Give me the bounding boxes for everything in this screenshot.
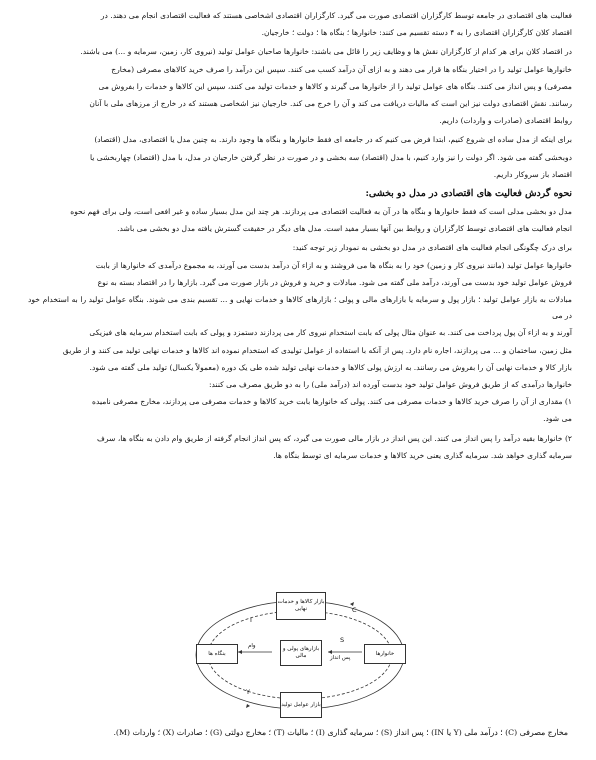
factor-market-box: بازار عوامل تولید [280,692,322,718]
paragraph: فعالیت های اقتصادی در جامعه توسط کارگزاران اقتصادی صورت می گیرد. کارگزاران اقتصادی اشخاصی هستند که فعالیت اقتصادی انجام می دهند. در [100,11,572,20]
arrowhead-icon [238,650,242,654]
paragraph: مبادلات به بازار عوامل تولید ؛ بازار پول و سرمایه یا بازارهای مالی و پولی ؛ بازارهای کالاها و خدمات نهایی و ... تقسیم بندی می شوند. بنگاه عوامل تولید را به استخدام خود در می [28,295,572,321]
paragraph: انجام فعالیت های اقتصادی توسط کارگزاران و روابط بین آنها بسیار مفید است. مدل های دیگر در حقیقت گسترش یافته مدل دو بخشی می باشد. [117,224,572,234]
households-box: خانوارها [364,644,406,664]
saving-label: S [340,636,345,644]
saving-text-label: پس انداز [330,655,351,661]
arrowhead-icon [246,704,250,708]
paragraph: در اقتصاد کلان برای هر کدام از کارگزاران نقش ها و وظایف زیر را قائل می باشند: خانوارها صاحبان عوامل تولید (نیروی کار، زمین، سرمایه و ...) می باشند. [80,47,572,57]
paragraph: مصرفی) و پس انداز می کنند. بنگاه های عوامل تولید را از خانوارها می گیرند و کالاها و خدمات تولید می کنند، سپس این کالاها و خدمات را بفروش می [98,81,572,91]
paragraph: خانوارها عوامل تولید را در اختیار بنگاه ها قرار می دهند و به ازای آن درآمد کسب می کنند. سپس این درآمد را صرف خرید کالاهای مصرفی (مخارج [111,64,572,74]
paragraph: مدل دو بخشی مدلی است که فقط خانوارها و بنگاه ها در آن به فعالیت اقتصادی می پردازند. هر چند این مدل بسیار ساده و غیر افعی است، ولی برای فهم نحوه [70,207,572,217]
paragraph: روابط اقتصادی (صادرات و واردات) داریم. [439,116,572,126]
section-heading: نحوه گردش فعالیت های اقتصادی در مدل دو بخشی: [365,188,572,200]
circular-flow-diagram [190,592,410,718]
goods-market-box: بازار کالاها و خدمات نهایی [276,592,326,620]
investment-label: I [250,616,252,624]
arrowhead-icon [328,650,332,654]
paragraph: دوبخشی گفته می شود. اگر دولت را نیز وارد کنیم، با مدل (اقتصاد) سه بخشی و در صورت در نظر گرفتن خارجیان در مدل، با مدل (اقتصاد) چهاربخشی یا [89,152,572,162]
paragraph: اقتصاد کلان کارگزاران اقتصادی را به ۴ دسته تقسیم می کنند: خانوارها ؛ بنگاه ها ؛ دولت ؛ خارجیان. [261,28,572,38]
paragraph: برای درک چگونگی انجام فعالیت های اقتصادی در مدل دو بخشی به نمودار زیر توجه کنید: [292,243,572,253]
consumption-label: C [352,606,357,614]
loan-label: وام [248,643,256,649]
income-label: Y [246,688,250,696]
paragraph: ۲) خانوارها بقیه درآمد را پس انداز می کنند. این پس انداز در بازار مالی صورت می گیرد، که پس انداز انجام گرفته از طریق وام دادن به بنگاه ها، سرف [97,433,572,443]
paragraph: خانوارها عوامل تولید (مانند نیروی کار و زمین) خود را به بنگاه ها می فروشند و به ازاء آن درآمد بدست می آورند، به مجموع درآمدی که خانوارها از بابت [95,260,572,270]
paragraph: می شود. [543,414,572,424]
firms-box: بنگاه ها [196,644,238,664]
paragraph: بازار کالا و خدمات نهایی آن را بفروش می رسانند. به ارزش پولی کالاها و خدمات نهایی تولید شده طی یک دوره (معمولاً یکسال) تولید ملی گفته می شود. [89,362,572,372]
paragraph: فروش عوامل تولید خود بدست می آورند، درآمد ملی گفته می شود. مبادلات و خرید و فروش در بازار صورت می گیرد. بازارها را در اقتصاد بسته به نوع [97,277,572,287]
legend-line: مخارج مصرفی (C) ؛ درآمد ملی (Y یا IN) ؛ پس انداز (S) ؛ سرمایه گذاری (I) ؛ مالیات (T) ؛ مخارج دولتی (G) ؛ صادرات (X) ؛ واردات (M). [113,728,568,737]
paragraph: رسانند. نقش اقتصادی دولت نیز این است که مالیات دریافت می کند و آن را خرج می کند. خارجیان نیز اشخاصی هستند که در خارج از مرزهای ملی با آنان [89,99,572,109]
paragraph: ۱) مقداری از آن را صرف خرید کالاها و خدمات مصرفی می کنند. پولی که خانوارها بابت خرید کالاها و خدمات مصرفی می پردازند، مخارج مصرفی نامیده [92,397,572,407]
paragraph: مثل زمین، ساختمان و ... می پردازند، اجاره نام دارد. پس از آنکه با استفاده از عوامل تولیدی که استخدام نموده اند کالاها و خدمات نهایی تولید می کنند و از طریق [62,345,572,355]
paragraph: سرمایه گذاری خواهد شد. سرمایه گذاری یعنی خرید کالاها و خدمات سرمایه ای توسط بنگاه ها. [273,450,572,460]
paragraph: اقتصاد باز سروکار داریم. [493,169,572,179]
document-body [28,8,572,465]
paragraph: آورند و به ازاء آن پول پرداخت می کنند. به عنوان مثال پولی که بابت استخدام نیروی کار می پردازند دستمزد و پولی که بابت استخدام سرمایه های فیزیکی [89,328,572,338]
money-market-box: بازارهای پولی و مالی [280,640,322,666]
paragraph: خانوارها درآمدی که از طریق فروش عوامل تولید خود بدست آورده اند (درآمد ملی) را به دو طریق مصرف می کنند: [208,380,572,390]
paragraph: برای اینکه از مدل ساده ای شروع کنیم، ابتدا فرض می کنیم که در جامعه ای فقط خانوارها و بنگاه ها وجود دارند. به چنین مدل یا اقتصادی، مدل (اقتصاد) [94,135,572,145]
